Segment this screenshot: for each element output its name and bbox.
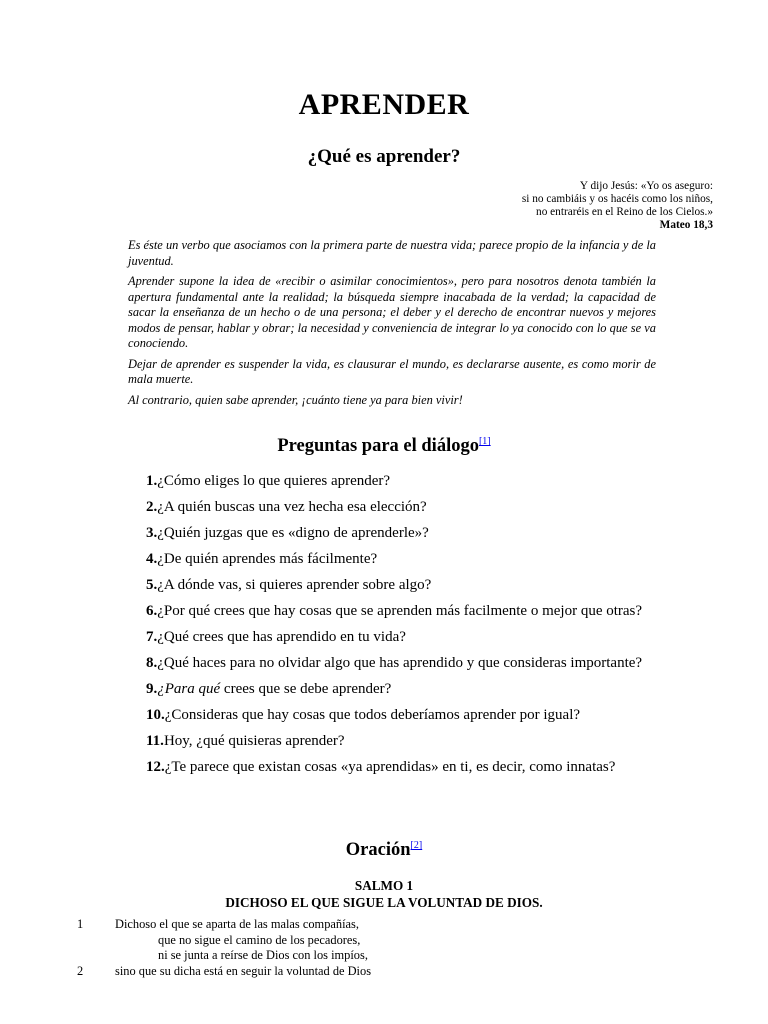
page-subtitle: ¿Qué es aprender? <box>307 146 461 167</box>
intro-paragraph: Dejar de aprender es suspender la vida, es clausurar el mundo, es declararse ausente, es como morir de mala muerte. <box>128 356 656 386</box>
epigraph <box>353 180 713 232</box>
question-number: 6. <box>146 603 158 619</box>
psalm-text <box>0 917 768 979</box>
question-item <box>146 524 712 543</box>
question-item <box>146 602 712 621</box>
question-number: 3. <box>146 525 158 541</box>
question-number: 8. <box>146 655 158 671</box>
page-title: APRENDER <box>298 88 470 121</box>
psalm-title: SALMO 1 <box>354 878 414 893</box>
psalm-subtitle: DICHOSO EL QUE SIGUE LA VOLUNTAD DE DIOS. <box>225 895 543 910</box>
verse-number: 2 <box>77 963 84 978</box>
question-text: ¿Por qué crees que hay cosas que se aprenden más facilmente o mejor que otras? <box>157 603 643 619</box>
question-item <box>146 498 712 517</box>
epigraph-reference: Mateo 18,3 <box>659 219 713 231</box>
question-text: ¿A quién buscas una vez hecha esa elección? <box>157 499 427 515</box>
footnote-link-2[interactable]: [2] <box>410 840 423 851</box>
question-number: 5. <box>146 577 158 593</box>
question-text: ¿Quién juzgas que es «digno de aprenderle»? <box>157 525 429 541</box>
question-text: ¿Te parece que existan cosas «ya aprendidas» en ti, es decir, como innatas? <box>164 759 616 775</box>
psalm-line <box>0 948 768 964</box>
psalm-line <box>0 917 768 933</box>
question-text: ¿Cómo eliges lo que quieres aprender? <box>157 473 391 489</box>
question-text: ¿A dónde vas, si quieres aprender sobre algo? <box>157 577 432 593</box>
intro-text <box>128 238 656 413</box>
intro-paragraph: Es éste un verbo que asociamos con la primera parte de nuestra vida; parece propio de la infancia y de la juventud. <box>128 238 656 268</box>
question-number: 1. <box>146 473 158 489</box>
question-item <box>146 472 712 491</box>
question-item <box>146 654 712 673</box>
intro-paragraph: Aprender supone la idea de «recibir o asimilar conocimientos», pero para nosotros denota también la apertura fundamental ante la realidad; la búsqueda siempre inacabada de la verdad; la capacidad de sacar la enseñanza de un hecho o de una persona; el deber y el derecho de encontrar nuevos y mejores modos de pensar, hablar y obrar; la necesidad y conveniencia de integrar lo ya conocido con lo que se va conociendo. <box>128 274 656 350</box>
verse-text: ni se junta a reírse de Dios con los impíos, <box>158 948 368 962</box>
question-text: ¿Consideras que hay cosas que todos deberíamos aprender por igual? <box>164 707 581 723</box>
question-item <box>146 732 712 751</box>
footnote-link-1[interactable]: [1] <box>478 436 491 447</box>
question-text: crees que se debe aprender? <box>220 681 392 697</box>
question-text: ¿Qué crees que has aprendido en tu vida? <box>157 629 406 645</box>
psalm-line <box>0 964 768 980</box>
verse-text: sino que su dicha está en seguir la voluntad de Dios <box>115 963 372 978</box>
verse-text: Dichoso el que se aparta de las malas compañías, <box>115 917 359 931</box>
question-number: 9. <box>146 681 158 697</box>
question-emphasis: ¿Para qué <box>157 681 221 697</box>
question-item <box>146 576 712 595</box>
question-item <box>146 550 712 569</box>
question-number: 4. <box>146 551 158 567</box>
prayer-heading <box>0 840 768 861</box>
prayer-heading-text: Oración <box>345 840 411 860</box>
questions-heading-text: Preguntas para el diálogo <box>277 436 479 456</box>
question-text: Hoy, ¿qué quisieras aprender? <box>163 733 345 749</box>
question-number: 11. <box>146 733 164 749</box>
questions-heading <box>0 436 768 457</box>
question-item <box>146 628 712 647</box>
question-number: 2. <box>146 499 158 515</box>
question-item <box>146 680 712 699</box>
psalm-line <box>0 933 768 949</box>
psalm-heading <box>0 877 768 911</box>
question-item <box>146 706 712 725</box>
epigraph-line: no entraréis en el Reino de los Cielos.» <box>536 206 713 218</box>
question-text: ¿Qué haces para no olvidar algo que has aprendido y que consideras importante? <box>157 655 643 671</box>
epigraph-line: Y dijo Jesús: «Yo os aseguro: <box>579 180 713 192</box>
question-number: 10. <box>146 707 165 723</box>
question-item <box>146 758 712 777</box>
intro-paragraph: Al contrario, quien sabe aprender, ¡cuánto tiene ya para bien vivir! <box>128 392 463 407</box>
question-text: ¿De quién aprendes más fácilmente? <box>157 551 378 567</box>
verse-text: que no sigue el camino de los pecadores, <box>158 932 361 947</box>
question-number: 12. <box>146 759 165 775</box>
epigraph-line: si no cambiáis y os hacéis como los niños, <box>521 193 713 205</box>
questions-list <box>146 472 712 784</box>
question-number: 7. <box>146 629 158 645</box>
verse-number: 1 <box>77 917 84 931</box>
